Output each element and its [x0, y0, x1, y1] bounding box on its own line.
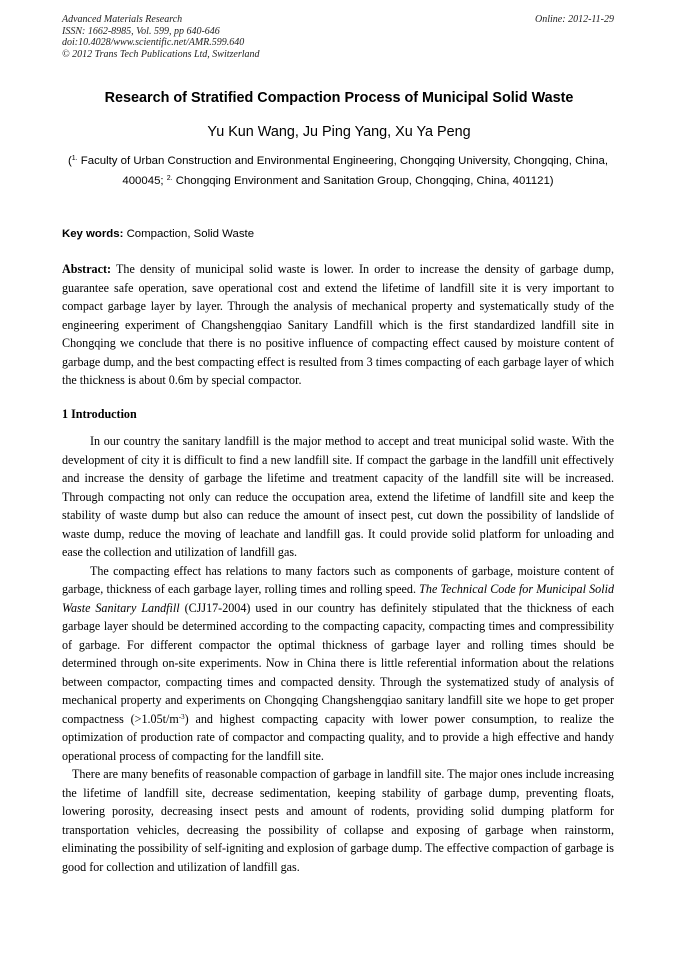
doi-line: doi:10.4028/www.scientific.net/AMR.599.640	[62, 37, 245, 48]
affiliations: ($^{1.}$ Faculty of Urban Construction and Environmental Engineering, Chongqing University, Chongqing, China, 400045; $^{2.}$ Chongqing Environment and Sanitation Group, Chongqing, China, 401121)	[67, 155, 609, 187]
keywords-label: Key words:	[62, 228, 124, 240]
affil-1: Faculty of Urban Construction and Environmental Engineering, Chongqing University, Chongqing, China, 400045;	[77, 155, 609, 187]
keywords	[62, 228, 614, 240]
paragraph-2: The compacting effect has relations to many factors such as components of garbage, moisture content of garbage, thickness of each garbage layer, rolling times and rolling speed. The Technical Code for Municipal Solid Waste Sanitary Landfill (CJJ17-2004) used in our country has definitely stipulated that the thickness of each garbage layer should be determined according to the compacting capacity, compacting times and compressibility of garbage. For different compactor the optimal thickness of garbage layer and rolling times should be determined through on-site experiments. Now in China there is little referential information about the relations between compactor, compacting times and compacted density. Through the systematized study of analysis of mechanical property and experiments on Chongqing Changshengqiao sanitary landfill site we hope to get proper compactness $(>1.05t/m^{-3})$ and highest compacting capacity with lower power consumption, to realize the optimization of production rate of compactor and compacting quality, and to provide a high effective and handy operational process of compacting for the landfill site.	[62, 563, 614, 763]
abstract	[62, 260, 614, 390]
affil-2: Chongqing Environment and Sanitation Group, Chongqing, China, 401121)	[172, 174, 554, 187]
code-title: The Technical Code for Municipal Solid Waste Sanitary Landfill	[62, 582, 614, 615]
affil-marker-2: 2.	[166, 174, 173, 182]
introduction-body	[62, 432, 614, 876]
journal-name: Advanced Materials Research	[62, 14, 183, 25]
affil-marker-1: 1.	[71, 155, 78, 162]
keywords-text: Compaction, Solid Waste	[123, 228, 255, 240]
online-date: Online: 2012-11-29	[535, 14, 614, 25]
abstract-text: The density of municipal solid waste is lower. In order to increase the density of garbage dump, guarantee safe operation, save operational cost and extend the lifetime of landfill site it is very important to compact garbage layer by layer. Through the analysis of mechanical property and systematically study of the engineering experiment of Changshengqiao Sanitary Landfill which is the first standardized landfill site in Chongqing we conclude that there is no positive influence of compacting effect caused by moisture content of garbage dump, and the best compacting effect is resulted from 3 times compacting of each garbage layer of which the thickness is about 0.6m by special compactor.	[62, 262, 614, 387]
abstract-label: Abstract:	[62, 262, 112, 276]
section-heading-introduction: 1 Introduction	[62, 407, 137, 421]
paper-title: Research of Stratified Compaction Process of Municipal Solid Waste	[104, 90, 574, 106]
paragraph-1: In our country the sanitary landfill is the major method to accept and treat municipal solid waste. With the development of city it is difficult to find a new landfill site. If compact the garbage in the landfill unit effectively and increase the density of garbage the lifetime and treatment capacity of the landfill site will be increased. Through compacting not only can reduce the occupation area, extend the lifetime of landfill site and keep the stability of waste dump but also can reduce the amount of insect pest, cut down the possibility of landslide of waste dump, reduce the moving of leachate and landfill gas. It could provide solid platform for unloading and ease the collection and utilization of landfill gas.	[62, 434, 614, 559]
copyright-line: © 2012 Trans Tech Publications Ltd, Switzerland	[62, 48, 260, 60]
issn-line: ISSN: 1662-8985, Vol. 599, pp 640-646	[62, 25, 220, 37]
unit-exponent: -3	[178, 712, 185, 721]
paragraph-3: There are many benefits of reasonable compaction of garbage in landfill site. The major ones include increasing the lifetime of landfill site, decrease sedimentation, keeping stability of garbage dump, preventing floats, lowering porosity, decreasing insect pests and amount of rodents, providing solid dumping platform for transportation vehicles, decreasing the possibility of collapse and exposing of garbage when rainstorm, eliminating the possibility of self-igniting and explosion of garbage dump. The effective compaction of garbage is good for collection and utilization of landfill gas.	[62, 767, 614, 874]
journal-header	[62, 14, 614, 60]
author-list: Yu Kun Wang, Ju Ping Yang, Xu Ya Peng	[207, 124, 471, 140]
